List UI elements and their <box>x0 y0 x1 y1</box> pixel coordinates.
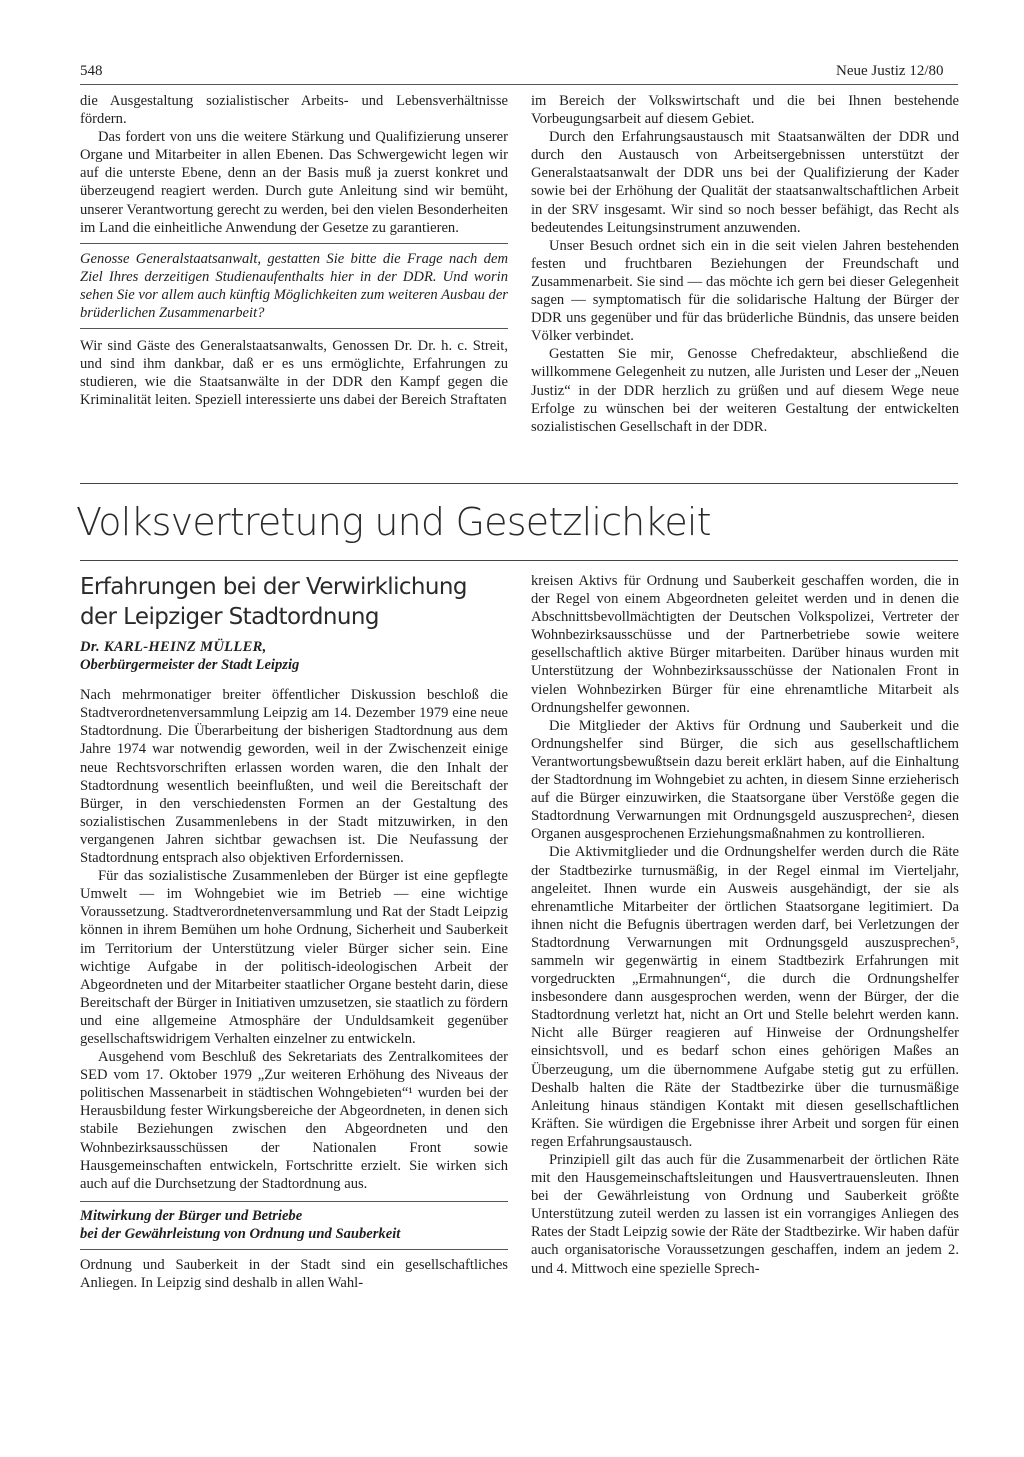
author-role: Oberbürgermeister der Stadt Leipzig <box>80 657 300 674</box>
subheading <box>80 1201 508 1250</box>
article-title-line: der Leipziger Stadtordnung <box>80 604 379 630</box>
paragraph: Das fordert von uns die weitere Stärkung und Qualifizierung unserer Organe und Mitarbeiter in allen Ebenen. Das Schwergewicht legen wir auf die unterste Ebene, denn an der Basis muß ja zuerst konkret und überzeugend reagiert werden. Durch gute Anleitung sind wir bemüht, unserer Verantwortung gerecht zu werden, bei den vielen Besonderheiten im Land die einheitliche Anwendung der Gesetze zu garantieren. <box>80 129 508 236</box>
author-name: Dr. KARL-HEINZ MÜLLER, <box>80 639 267 655</box>
paragraph: Für das sozialistische Zusammenleben der Bürger ist eine gepflegte Umwelt — im Wohngebiet wie im Betrieb — eine wichtige Voraussetzung. Stadtverordnetenversammlung und Rat der Stadt Leipzig können in ihrem Bemühen um hohe Ordnung, Sicherheit und Sauberkeit im Territorium der Unterstützung vieler Bürger sicher sein. Eine wichtige Aufgabe in der politisch-ideologischen Arbeit der Abgeordneten und der Mitarbeiter staatlicher Organe besteht darin, diese Bereitschaft der Bürger in Initiativen umzusetzen, sie staatlich zu fördern und eine allgemeine Atmosphäre der Unduldsamkeit gegenüber gesellschaftswidrigem Verhalten einzelner zu entwickeln. <box>80 868 508 1047</box>
article-title-line: Erfahrungen bei der Verwirklichung <box>80 574 467 600</box>
paragraph: Unser Besuch ordnet sich ein in die seit vielen Jahren bestehenden festen und fruchtbaren Beziehungen der Freundschaft und Zusammenarbeit. Sie sind — das möchte ich gern bei dieser Gelegenheit sagen — symptomatisch für die solidarische Haltung der Bürger der DDR uns gegenüber und für das brüderliche Bündnis, das unsere beiden Völker verbindet. <box>531 237 959 345</box>
paragraph: Prinzipiell gilt das auch für die Zusammenarbeit der örtlichen Räte mit den Hausgemeinschaftsleitungen und Hausvertrauensleuten. Ihnen bei der Gewährleistung von Ordnung und Sauberkeit größte Unterstützung zuteil werden zu lassen ist ein vorrangiges Anliegen des Rates der Stadt Leipzig sowie der Räte der Stadtbezirke. Wir haben dafür auch organisatorische Voraussetzungen geschaffen, indem an jedem 2. und 4. Mittwoch eine spezielle Sprech- <box>531 1152 959 1277</box>
header-rule <box>80 84 958 85</box>
paragraph: Ordnung und Sauberkeit in der Stadt sind ein gesellschaftliches Anliegen. In Leipzig sind deshalb in allen Wahl- <box>80 1257 508 1292</box>
article-title <box>80 572 508 632</box>
subheading-line: Mitwirkung der Bürger und Betriebe <box>80 1207 303 1224</box>
paragraph: Ausgehend vom Beschluß des Sekretariats des Zentralkomitees der SED vom 17. Oktober 1979 „Zur weiteren Erhöhung des Niveaus der politischen Massenarbeit in städtischen Wohngebieten“¹ wurden bei der Herausbildung fester Wirkungsbereiche der Abgeordneten, in denen sich stabile Beziehungen zwischen den Abgeordneten und den Wohnbezirksausschüssen der Nationalen Front sowie Hausgemeinschaften entwickeln, Fortschritte erzielt. Sie wirken sich auch auf die Durchsetzung der Stadtordnung aus. <box>80 1049 508 1192</box>
paragraph: Wir sind Gäste des Generalstaatsanwalts, Genossen Dr. Dr. h. c. Streit, und sind ihm dankbar, daß er es uns ermöglichte, Erfahrungen zu studieren, wie die Staatsanwälte in der DDR den Kampf gegen die Kriminalität leiten. Speziell interessierte uns dabei der Bereich Straftaten <box>80 338 508 409</box>
interview-right-column <box>531 92 959 436</box>
paragraph: Gestatten Sie mir, Genosse Chefredakteur, abschließend die willkommene Gelegenheit zu nutzen, alle Juristen und Leser der „Neuen Justiz“ in der DDR herzlich zu grüßen und auf diesem Wege neue Erfolge zu wünschen bei der weiteren Gestaltung der entwickelten sozialistischen Gesellschaft in der DDR. <box>531 346 959 435</box>
paragraph: kreisen Aktivs für Ordnung und Sauberkeit geschaffen worden, die in der Regel von einem Abgeordneten geleitet werden und in denen die Abschnittsbevollmächtigten der Deutschen Volkspolizei, Vertreter der Wohnbezirksausschüsse und der Partnerbetriebe sowie weitere gesellschaftlich aktive Bürger mitarbeiten. Darüber hinaus wurden mit Unterstützung der Wohnbezirksausschüsse der Nationalen Front in vielen Wohnbezirken Bürger für eine ehrenamtliche Mitarbeit als Ordnungshelfer gewonnen. <box>531 573 959 716</box>
subheading-line: bei der Gewährleistung von Ordnung und Sauberkeit <box>80 1225 401 1242</box>
article-left-column <box>80 572 508 1292</box>
journal-issue: Neue Justiz 12/80 <box>836 63 944 79</box>
section-rule <box>80 483 958 484</box>
article-right-column <box>531 572 959 1278</box>
page-number: 548 <box>80 63 103 79</box>
paragraph: im Bereich der Volkswirtschaft und die bei Ihnen bestehende Vorbeugungsarbeit auf diesem Gebiet. <box>531 93 959 128</box>
paragraph: Durch den Erfahrungsaustausch mit Staatsanwälten der DDR und durch den Austausch von Arbeitsergebnissen unterstützt der Generalstaatsanwalt der DDR uns bei der Qualifizierung der Kader sowie bei der Erhöhung der Qualität der staatsanwaltschaftlichen Arbeit in der SRV insgesamt. Wir sind so noch besser befähigt, das Recht als bedeutendes Leitungsinstrument anzuwenden. <box>531 129 959 236</box>
interview-question: Genosse Generalstaatsanwalt, gestatten Sie bitte die Frage nach dem Ziel Ihres derzeitigen Studienaufenthalts hier in der DDR. Und worin sehen Sie vor allem auch künftig Möglichkeiten zum weiteren Ausbau der brüderlichen Zusammenarbeit? <box>80 243 508 329</box>
interview-left-column <box>80 92 508 410</box>
section-rule <box>80 560 958 561</box>
section-title: Volksvertretung und Gesetzlichkeit <box>76 500 711 544</box>
paragraph: Die Aktivmitglieder und die Ordnungshelfer werden durch die Räte der Stadtbezirke turnusmäßig, in der Regel einmal im Vierteljahr, angeleitet. Ihnen wurde ein Ausweis ausgehändigt, der sie als ehrenamtliche Mitarbeiter der örtlichen Staatsorgane legitimiert. Da ihnen nicht die Befugnis übertragen werden darf, bei Verletzungen der Stadtordnung Verwarnungen mit Ordnungsgeld auszusprechen⁵, sammeln wir gegenwärtig in einem Stadtbezirk Erfahrungen mit vorgedruckten „Ermahnungen“, die durch die Ordnungshelfer insbesondere dann ausgesprochen werden, wenn der Bürger, der die Stadtordnung verletzt hat, nicht an Ort und Stelle belehrt werden kann. Nicht alle Bürger reagieren auf Hinweise der Ordnungshelfer einsichtsvoll, und es bedarf schon eines gehörigen Maßes an Überzeugung, um die übernommene Aufgabe stetig gut zu erfüllen. Deshalb halten die Räte der Stadtbezirke über die turnusmäßige Anleitung hinaus ständigen Kontakt mit diesen gesellschaftlichen Kräften. Sie würdigen die Ergebnisse ihrer Arbeit und sorgen für einen regen Erfahrungsaustausch. <box>531 844 959 1150</box>
paragraph: Nach mehrmonatiger breiter öffentlicher Diskussion beschloß die Stadtverordnetenversammlung Leipzig am 14. Dezember 1979 eine neue Stadtordnung. Die Überarbeitung der bisherigen Stadtordnung aus dem Jahre 1974 war notwendig geworden, weil in der Zwischenzeit einige neue Rechtsvorschriften erlassen worden waren, die den Inhalt der Stadtordnung wesentlich beeinflußten, und weil die Bereitschaft der Bürger, in den verschiedensten Formen an der Gestaltung des sozialistischen Zusammenlebens in der Stadt mitzuwirken, in den vergangenen Jahren sichtbar gewachsen ist. Die Neufassung der Stadtordnung entsprach also objektiven Erfordernissen. <box>80 687 508 867</box>
paragraph: die Ausgestaltung sozialistischer Arbeits- und Lebensverhältnisse fördern. <box>80 93 508 128</box>
paragraph: Die Mitglieder der Aktivs für Ordnung und Sauberkeit und die Ordnungshelfer sind Bürger, die sich aus gesellschaftlichem Verantwortungsbewußtsein dazu bereit erklärt haben, auf die Einhaltung der Stadtordnung im Wohngebiet zu achten, in diesem Sinne erzieherisch auf die Bürger einzuwirken, die Staatsorgane über Verstöße gegen die Stadtordnung Verwarnungen mit Ordnungsgeld auszusprechen², diesen Organen ausgesprochenen Erziehungsmaßnahmen zu kontrollieren. <box>531 717 959 843</box>
